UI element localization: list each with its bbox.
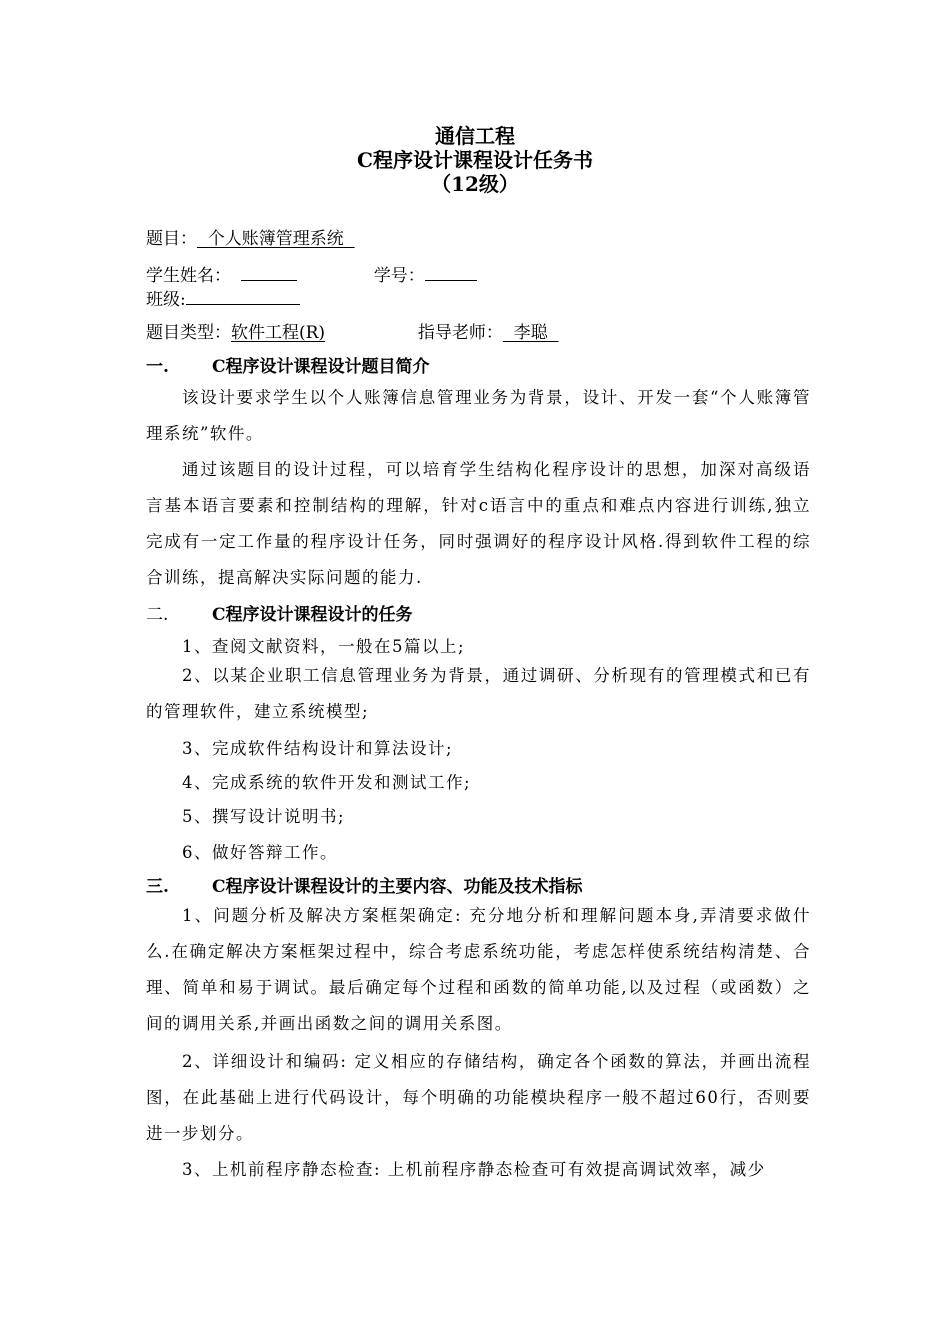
topic-label: 题目： [146, 229, 197, 249]
section-1-number: 一. [146, 357, 169, 377]
topic-type-value: 软件工程(R) [231, 323, 326, 343]
section-2-number: 二. [146, 605, 169, 625]
student-id-label: 学号： [373, 266, 425, 286]
topic-value: 个人账簿管理系统 [197, 229, 355, 249]
section-1-paragraph-2: 通过该题目的设计过程，可以培育学生结构化程序设计的思想，加深对高级语言基本语言要素和控制结构的理解，针对c语言中的重点和难点内容进行训练,独立完成有一定工作量的程序设计任务，同时强调好的程序设计风格.得到软件工程的综合训练，提高解决实际问题的能力. [146, 460, 811, 587]
student-name-blank[interactable] [241, 264, 297, 281]
task-item-6: 6、做好答辩工作。 [182, 843, 338, 862]
task-item-2: 2、以某企业职工信息管理业务为背景，通过调研、分析现有的管理模式和已有的管理软件，建立系统模型; [146, 666, 811, 721]
section-3-paragraph-2: 2、详细设计和编码: 定义相应的存储结构，确定各个函数的算法，并画出流程图，在此基础上进行代码设计，每个明确的功能模块程序一般不超过60行，否则要进一步划分。 [146, 1052, 811, 1143]
class-label: 班级: [146, 290, 186, 310]
student-row [146, 264, 477, 287]
section-3-title: C程序设计课程设计的主要内容、功能及技术指标 [212, 877, 583, 897]
section-3-heading [146, 876, 583, 898]
task-item-5: 5、撰写设计说明书; [182, 807, 346, 826]
title-grade: （12级） [431, 172, 519, 196]
student-id-blank[interactable] [425, 264, 477, 281]
section-1-paragraph-1: 该设计要求学生以个人账簿信息管理业务为背景，设计、开发一套“个人账簿管理系统”软件。 [146, 388, 811, 443]
section-1-heading [146, 356, 430, 378]
type-row [146, 322, 559, 344]
advisor-label: 指导老师： [417, 323, 503, 343]
section-3-paragraph-1: 1、问题分析及解决方案框架确定: 充分地分析和理解问题本身,弄清要求做什么.在确定解决方案框架过程中，综合考虑系统功能，考虑怎样使系统结构清楚、合理、简单和易于调试。最后确定每个过程和函数的简单功能,以及过程（或函数）之间的调用关系,并画出函数之间的调用关系图。 [146, 906, 811, 1033]
document-title [0, 124, 950, 196]
title-main: C程序设计课程设计任务书 [357, 148, 593, 172]
section-3-number: 三. [146, 877, 169, 897]
topic-row [146, 228, 355, 250]
class-row [146, 288, 300, 311]
task-item-3: 3、完成软件结构设计和算法设计; [182, 739, 454, 758]
task-item-1: 1、查阅文献资料，一般在5篇以上; [182, 637, 466, 656]
class-blank[interactable] [186, 288, 300, 305]
task-item-4: 4、完成系统的软件开发和测试工作; [182, 773, 472, 792]
section-2-title: C程序设计课程设计的任务 [212, 605, 413, 625]
section-1-title: C程序设计课程设计题目简介 [212, 357, 430, 377]
title-major: 通信工程 [435, 124, 515, 148]
section-2-heading [146, 604, 413, 626]
advisor-value: 李聪 [502, 323, 559, 343]
topic-type-label: 题目类型： [146, 323, 231, 343]
student-name-label: 学生姓名： [146, 266, 231, 286]
section-3-paragraph-3: 3、上机前程序静态检查: 上机前程序静态检查可有效提高调试效率，减少 [182, 1160, 766, 1179]
